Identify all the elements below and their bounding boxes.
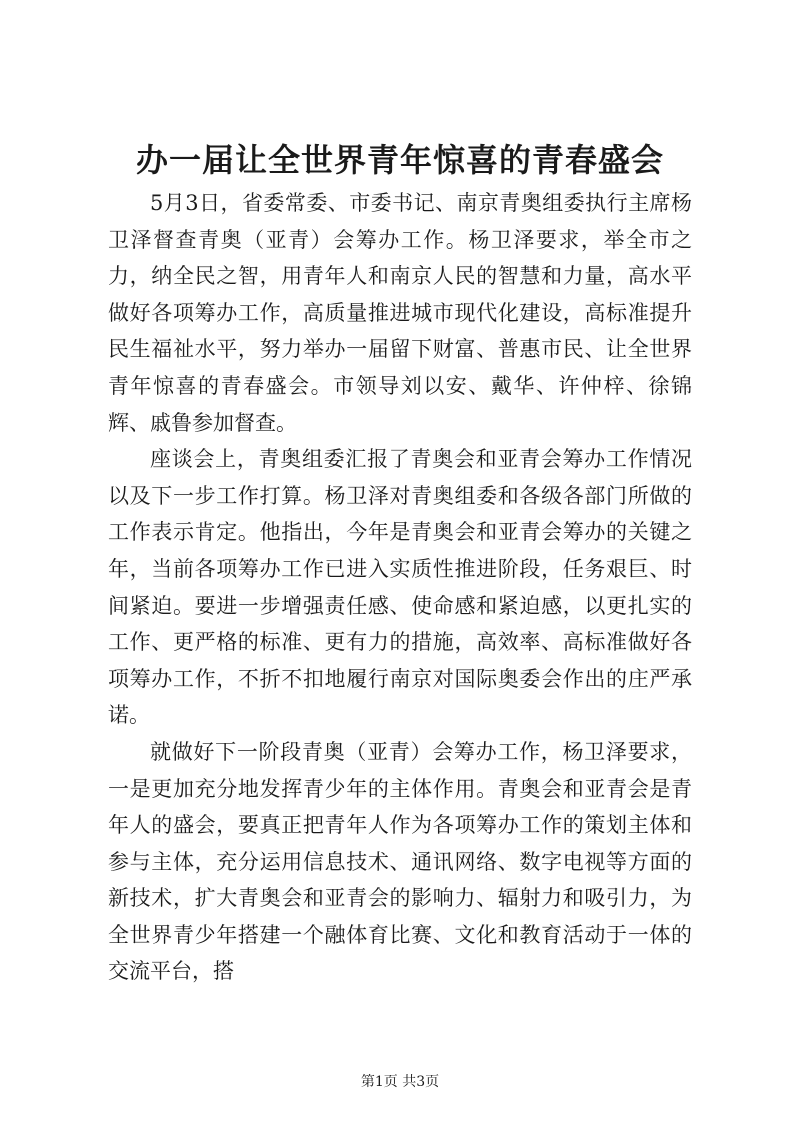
paragraph-1: 5月3日，省委常委、市委书记、南京青奥组委执行主席杨卫泽督查青奥（亚青）会筹办工作。杨卫泽要求，举全市之力，纳全民之智，用青年人和南京人民的智慧和力量，高水平做好各项筹办工作，高质量推进城市现代化建设，高标准提升民生福祉水平，努力举办一届留下财富、普惠市民、让全世界青年惊喜的青春盛会。市领导刘以安、戴华、许仲梓、徐锦辉、戚鲁参加督查。 <box>108 191 692 435</box>
page-footer: 第1页 共3页 <box>360 1074 440 1090</box>
document-body <box>108 185 692 990</box>
paragraph-3: 就做好下一阶段青奥（亚青）会筹办工作，杨卫泽要求，一是更加充分地发挥青少年的主体作用。青奥会和亚青会是青年人的盛会，要真正把青年人作为各项筹办工作的策划主体和参与主体，充分运用信息技术、通讯网络、数字电视等方面的新技术，扩大青奥会和亚青会的影响力、辐射力和吸引力，为全世界青少年搭建一个融体育比赛、文化和教育活动于一体的交流平台，搭 <box>108 739 692 984</box>
document-title: 办一届让全世界青年惊喜的青春盛会 <box>135 141 664 179</box>
paragraph-2: 座谈会上，青奥组委汇报了青奥会和亚青会筹办工作情况以及下一步工作打算。杨卫泽对青奥组委和各级各部门所做的工作表示肯定。他指出，今年是青奥会和亚青会筹办的关键之年，当前各项筹办工作已进入实质性推进阶段，任务艰巨、时间紧迫。要进一步增强责任感、使命感和紧迫感，以更扎实的工作、更严格的标准、更有力的措施，高效率、高标准做好各项筹办工作，不折不扣地履行南京对国际奥委会作出的庄严承诺。 <box>108 447 692 728</box>
